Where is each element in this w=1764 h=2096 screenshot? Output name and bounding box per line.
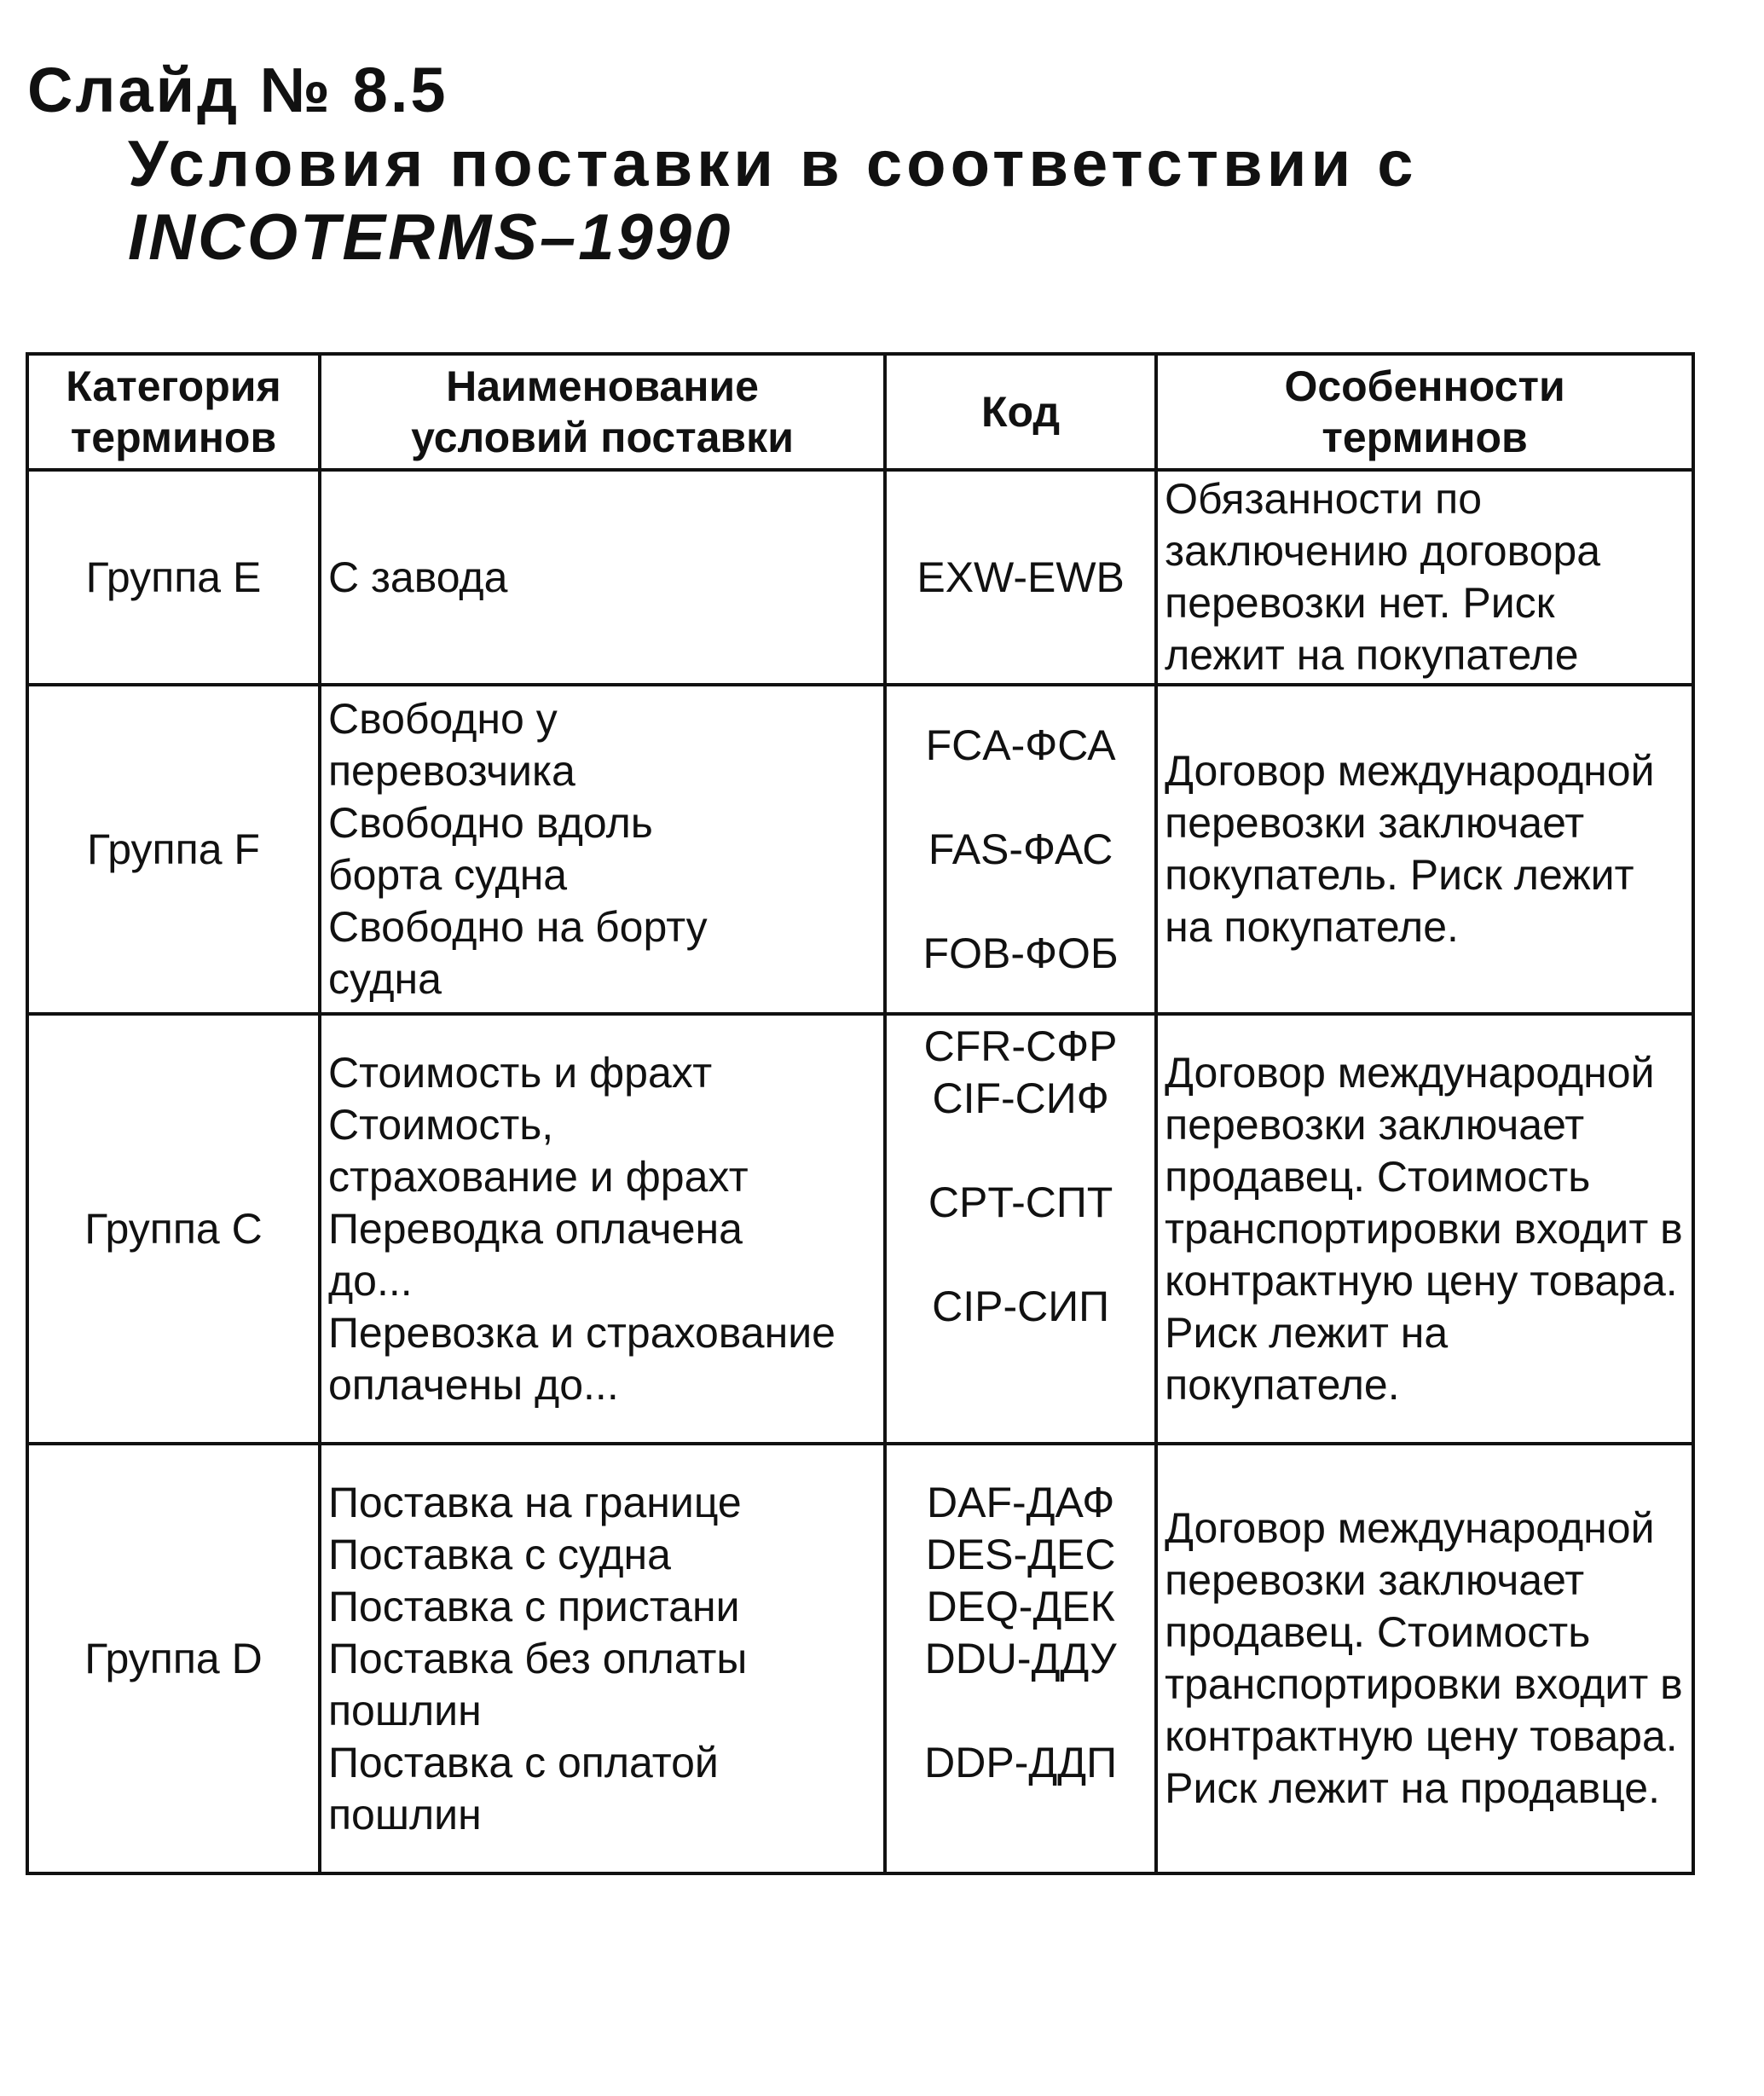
name-item: Поставка с пристани (327, 1582, 740, 1630)
name-item: Поставка на границе (327, 1478, 742, 1526)
table-row (27, 1444, 1693, 1873)
slide-title-line-1: Условия поставки в соответствии с (128, 128, 1418, 200)
name-item: Свободно на борту судна (327, 903, 708, 1003)
category-cell: Группа C (27, 1014, 320, 1444)
code-item: DDU-ДДУ (924, 1634, 1117, 1682)
slide-header (27, 53, 1418, 275)
name-item: Перевозка и страхование оплачены до... (327, 1308, 836, 1409)
category-cell: Группа E (27, 470, 320, 685)
code-item: CPT-СПТ (928, 1178, 1113, 1226)
column-header-features: Особенности терминов (1156, 354, 1693, 470)
column-header-code: Код (885, 354, 1156, 470)
name-item: Стоимость, страхование и фрахт (327, 1100, 749, 1201)
features-cell: Обязанности по заключению договора перевозки нет. Риск лежит на покупателе (1156, 470, 1693, 685)
name-item: Свободно у перевозчика (327, 695, 575, 795)
code-cell (885, 1014, 1156, 1444)
code-item: DDP-ДДП (924, 1738, 1118, 1786)
code-item: FCA-ФСА (925, 721, 1116, 769)
table-row (27, 470, 1693, 685)
features-cell: Договор международной перевозки заключает продавец. Стоимость транспортировки входит в контрактную цену товара. Риск лежит на покупателе. (1156, 1014, 1693, 1444)
code-item: DEQ-ДЕК (926, 1582, 1115, 1630)
name-item: С завода (327, 553, 508, 601)
code-cell (885, 685, 1156, 1014)
name-item: Поставка с судна (327, 1530, 671, 1578)
code-item: DAF-ДАФ (927, 1478, 1115, 1526)
column-header-category: Категория терминов (27, 354, 320, 470)
code-item: CFR-СФР (923, 1022, 1118, 1070)
code-cell (885, 1444, 1156, 1873)
table-row (27, 685, 1693, 1014)
name-item: Поставка с оплатой пошлин (327, 1738, 719, 1838)
name-cell (320, 470, 885, 685)
slide-number: Слайд № 8.5 (27, 55, 448, 125)
name-item: Свободно вдоль борта судна (327, 799, 653, 899)
table-header-row (27, 354, 1693, 470)
table-row (27, 1014, 1693, 1444)
features-cell: Договор международной перевозки заключает продавец. Стоимость транспортировки входит в контрактную цену товара. Риск лежит на продавце. (1156, 1444, 1693, 1873)
code-item: CIF-СИФ (932, 1074, 1109, 1122)
name-cell (320, 685, 885, 1014)
category-cell: Группа F (27, 685, 320, 1014)
incoterms-table (26, 352, 1695, 1875)
code-item: DES-ДЕС (925, 1530, 1116, 1578)
code-item: FAS-ФАС (928, 825, 1113, 873)
name-item: Поставка без оплаты пошлин (327, 1634, 748, 1734)
name-cell (320, 1014, 885, 1444)
code-item: CIP-СИП (932, 1282, 1110, 1330)
code-item: EXW-EWB (917, 553, 1125, 601)
features-cell: Договор международной перевозки заключает покупатель. Риск лежит на покупателе. (1156, 685, 1693, 1014)
code-cell (885, 470, 1156, 685)
code-item: FOB-ФОБ (922, 929, 1119, 977)
category-cell: Группа D (27, 1444, 320, 1873)
name-item: Стоимость и фрахт (327, 1048, 713, 1097)
name-item: Переводка оплачена до... (327, 1204, 743, 1305)
column-header-name: Наименование условий поставки (320, 354, 885, 470)
slide-title-line-2: INCOTERMS–1990 (128, 201, 733, 274)
name-cell (320, 1444, 885, 1873)
